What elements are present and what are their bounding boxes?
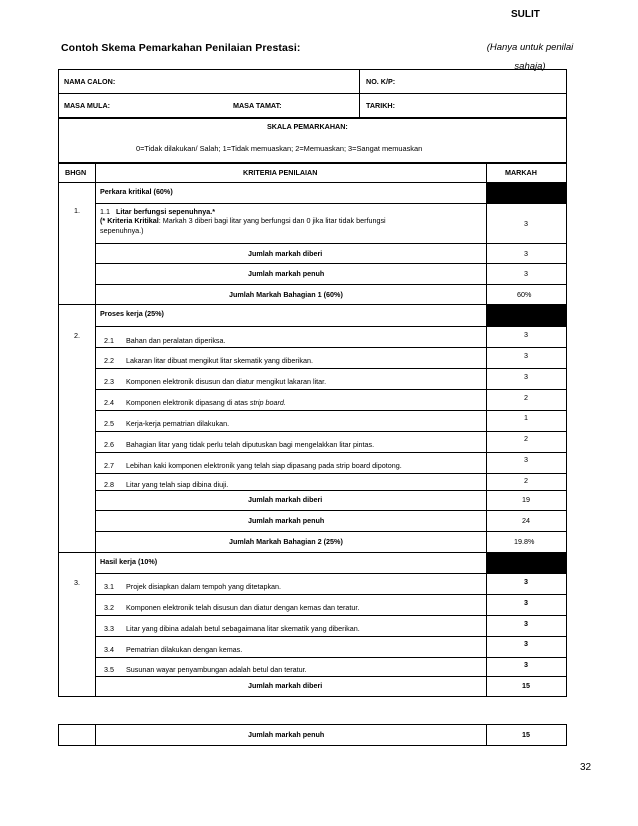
item-2-7-mark: 3 — [524, 455, 528, 464]
page-title: Contoh Skema Pemarkahan Penilaian Prestasi: — [61, 42, 301, 54]
section-2-penuh-label: Jumlah markah penuh — [248, 516, 325, 525]
no-kp-label: NO. K/P: — [366, 77, 396, 86]
item-2-5-text: Kerja-kerja pematrian dilakukan. — [126, 419, 230, 428]
item-2-2-number: 2.2 — [104, 356, 114, 365]
item-3-1-mark: 3 — [524, 577, 528, 586]
item-2-2-text: Lakaran litar dibuat mengikut litar skematik yang diberikan. — [126, 356, 313, 365]
section-3-diberi-label: Jumlah markah diberi — [248, 681, 323, 690]
section-1-penuh-label: Jumlah markah penuh — [248, 269, 325, 278]
note-line-1: (Hanya untuk penilai — [486, 42, 574, 53]
item-3-2-text: Komponen elektronik telah disusun dan diatur dengan kemas dan teratur. — [126, 603, 360, 612]
item-3-4-text: Pematrian dilakukan dengan kemas. — [126, 645, 243, 654]
section-2-diberi-value: 19 — [522, 495, 530, 504]
col-markah: MARKAH — [505, 168, 537, 177]
section-1-diberi-value: 3 — [524, 249, 528, 258]
footer-penuh-value: 15 — [522, 730, 530, 739]
col-kriteria: KRITERIA PENILAIAN — [243, 168, 318, 177]
tarikh-label: TARIKH: — [366, 101, 396, 110]
item-3-2-mark: 3 — [524, 598, 528, 607]
item-3-5-mark: 3 — [524, 660, 528, 669]
item-3-5-number: 3.5 — [104, 665, 114, 674]
item-2-4-mark: 2 — [524, 393, 528, 402]
item-1-1-line1 — [100, 207, 215, 216]
item-2-4-text-italic: strip board. — [249, 398, 286, 407]
item-2-8-text: Litar yang telah siap dibina diuji. — [126, 480, 229, 489]
item-3-1-number: 3.1 — [104, 582, 114, 591]
section-2-title: Proses kerja (25%) — [100, 309, 164, 318]
item-1-1-line2 — [100, 216, 386, 225]
item-1-1-title: Litar berfungsi sepenuhnya.* — [116, 207, 216, 216]
item-2-6-number: 2.6 — [104, 440, 114, 449]
item-3-4-number: 3.4 — [104, 645, 114, 654]
item-2-6-mark: 2 — [524, 434, 528, 443]
item-2-7-text: Lebihan kaki komponen elektronik yang telah siap dipasang pada strip board dipotong. — [126, 461, 402, 470]
item-2-3-mark: 3 — [524, 372, 528, 381]
classification-label: SULIT — [511, 9, 540, 20]
item-3-5-text: Susunan wayar penyambungan adalah betul dan teratur. — [126, 665, 307, 674]
section-1-number: 1. — [74, 206, 80, 215]
note-line-2: sahaja) — [514, 61, 546, 72]
item-1-1-critical-label: (* Kriteria Kritikal — [100, 216, 159, 225]
item-2-5-mark: 1 — [524, 413, 528, 422]
section-2-bahagian-value: 19.8% — [514, 537, 535, 546]
section-3-markah-filler — [487, 553, 567, 573]
item-2-1-number: 2.1 — [104, 336, 114, 345]
section-2-penuh-value: 24 — [522, 516, 530, 525]
item-1-1-line3: sepenuhnya.) — [100, 226, 144, 235]
section-3-diberi-value: 15 — [522, 681, 530, 690]
item-1-1-number: 1.1 — [100, 207, 110, 216]
item-2-5-number: 2.5 — [104, 419, 114, 428]
section-1-penuh-value: 3 — [524, 269, 528, 278]
masa-mula-label: MASA MULA: — [64, 101, 111, 110]
scale-description: 0=Tidak dilakukan/ Salah; 1=Tidak memuaskan; 2=Memuaskan; 3=Sangat memuaskan — [136, 144, 423, 153]
item-2-8-mark: 2 — [524, 476, 528, 485]
section-1-title: Perkara kritikal (60%) — [100, 187, 173, 196]
item-3-2-number: 3.2 — [104, 603, 114, 612]
section-1-markah-filler — [487, 183, 567, 203]
section-1-diberi-label: Jumlah markah diberi — [248, 249, 323, 258]
item-2-3-text: Komponen elektronik disusun dan diatur mengikut lakaran litar. — [126, 377, 327, 386]
section-2-number: 2. — [74, 331, 80, 340]
item-2-1-mark: 3 — [524, 330, 528, 339]
item-3-3-number: 3.3 — [104, 624, 114, 633]
item-2-4-text-main: Komponen elektronik dipasang di atas — [126, 398, 250, 407]
section-3-number: 3. — [74, 578, 80, 587]
section-2-diberi-label: Jumlah markah diberi — [248, 495, 323, 504]
item-2-2-mark: 3 — [524, 351, 528, 360]
item-2-4-text — [126, 398, 286, 407]
item-3-4-mark: 3 — [524, 639, 528, 648]
footer-penuh-label: Jumlah markah penuh — [248, 730, 325, 739]
section-2-markah-filler — [487, 305, 567, 326]
item-1-1-critical-rest: : Markah 3 diberi bagi litar yang berfungsi dan 0 jika litar tidak berfungsi — [158, 216, 386, 225]
item-2-1-text: Bahan dan peralatan diperiksa. — [126, 336, 226, 345]
item-1-1-mark: 3 — [524, 219, 528, 228]
page-number: 32 — [580, 762, 592, 773]
section-1-bahagian-value: 60% — [517, 290, 532, 299]
section-2-bahagian-label: Jumlah Markah Bahagian 2 (25%) — [229, 537, 343, 546]
item-3-3-mark: 3 — [524, 619, 528, 628]
item-2-7-number: 2.7 — [104, 461, 114, 470]
item-2-8-number: 2.8 — [104, 480, 114, 489]
item-2-4-number: 2.4 — [104, 398, 114, 407]
section-1-bahagian-label: Jumlah Markah Bahagian 1 (60%) — [229, 290, 343, 299]
scale-title: SKALA PEMARKAHAN: — [267, 122, 348, 131]
section-3-title: Hasil kerja (10%) — [100, 557, 158, 566]
item-2-3-number: 2.3 — [104, 377, 114, 386]
item-3-3-text: Litar yang dibina adalah betul sebagaimana litar skematik yang diberikan. — [126, 624, 360, 633]
item-2-6-text: Bahagian litar yang tidak perlu telah diputuskan bagi mengelakkan litar pintas. — [126, 440, 375, 449]
item-3-1-text: Projek disiapkan dalam tempoh yang ditetapkan. — [126, 582, 282, 591]
nama-calon-label: NAMA CALON: — [64, 77, 116, 86]
masa-tamat-label: MASA TAMAT: — [233, 101, 282, 110]
col-bhgn: BHGN — [65, 168, 87, 177]
